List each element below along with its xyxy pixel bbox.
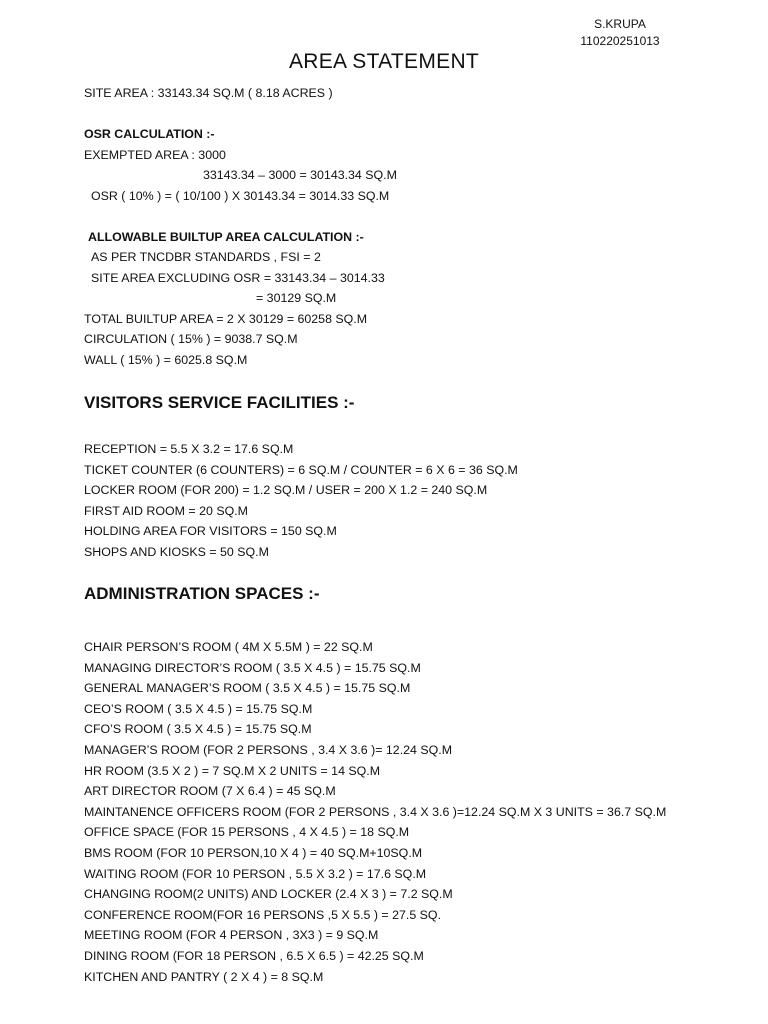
list-item: CHAIR PERSON’S ROOM ( 4M X 5.5M ) = 22 SQ.M [84, 640, 373, 654]
list-item: WAITING ROOM (FOR 10 PERSON , 5.5 X 3.2 ) = 17.6 SQ.M [84, 866, 427, 881]
list-item: LOCKER ROOM (FOR 200) = 1.2 SQ.M / USER = 200 X 1.2 = 240 SQ.M [84, 483, 488, 497]
visitors-heading: VISITORS SERVICE FACILITIES :- [84, 393, 355, 412]
list-item: MANAGER’S ROOM (FOR 2 PERSONS , 3.4 X 3.6 )= 12.24 SQ.M [84, 743, 453, 757]
osr-subtraction-line: 33143.34 – 3000 = 30143.34 SQ.M [203, 168, 397, 182]
list-item: RECEPTION = 5.5 X 3.2 = 17.6 SQ.M [84, 442, 294, 456]
list-item: BMS ROOM (FOR 10 PERSON,10 X 4 ) = 40 SQ.M+10SQ.M [84, 846, 423, 860]
list-item: CHANGING ROOM(2 UNITS) AND LOCKER (2.4 X 3 ) = 7.2 SQ.M [84, 887, 453, 902]
list-item: DINING ROOM (FOR 18 PERSON , 6.5 X 6.5 ) = 42.25 SQ.M [84, 949, 424, 963]
author-block [555, 16, 685, 50]
list-item: FIRST AID ROOM = 20 SQ.M [84, 503, 248, 518]
list-item: MANAGING DIRECTOR’S ROOM ( 3.5 X 4.5 ) = 15.75 SQ.M [84, 660, 421, 675]
list-item: CEO’S ROOM ( 3.5 X 4.5 ) = 15.75 SQ.M [84, 701, 313, 716]
author-id: 110220251013 [580, 34, 660, 48]
page-title: AREA STATEMENT [288, 50, 480, 73]
author-name: S.KRUPA [594, 17, 646, 31]
osr-value-line: OSR ( 10% ) = ( 10/100 ) X 30143.34 = 3014.33 SQ.M [91, 189, 390, 203]
builtup-site-excl-result: = 30129 SQ.M [256, 291, 337, 305]
list-item: KITCHEN AND PANTRY ( 2 X 4 ) = 8 SQ.M [84, 969, 324, 984]
list-item: CONFERENCE ROOM(FOR 16 PERSONS ,5 X 5.5 ) = 27.5 SQ. [84, 907, 442, 922]
builtup-wall-line: WALL ( 15% ) = 6025.8 SQ.M [84, 353, 248, 367]
list-item: TICKET COUNTER (6 COUNTERS) = 6 SQ.M / COUNTER = 6 X 6 = 36 SQ.M [84, 462, 518, 477]
builtup-total-line: TOTAL BUILTUP AREA = 2 X 30129 = 60258 SQ.M [84, 312, 368, 326]
list-item: MAINTANENCE OFFICERS ROOM (FOR 2 PERSONS , 3.4 X 3.6 )=12.24 SQ.M X 3 UNITS = 36.7 SQ.M [84, 804, 667, 819]
list-item: HOLDING AREA FOR VISITORS = 150 SQ.M [84, 524, 337, 538]
osr-exempted-line: EXEMPTED AREA : 3000 [84, 148, 226, 162]
list-item: HR ROOM (3.5 X 2 ) = 7 SQ.M X 2 UNITS = 14 SQ.M [84, 763, 381, 778]
admin-heading: ADMINISTRATION SPACES :- [84, 584, 320, 603]
list-item: MEETING ROOM (FOR 4 PERSON , 3X3 ) = 9 SQ.M [84, 928, 379, 943]
list-item: CFO’S ROOM ( 3.5 X 4.5 ) = 15.75 SQ.M [84, 722, 312, 737]
osr-heading: OSR CALCULATION :- [84, 127, 215, 141]
builtup-circulation-line: CIRCULATION ( 15% ) = 9038.7 SQ.M [84, 332, 298, 346]
list-item: ART DIRECTOR ROOM (7 X 6.4 ) = 45 SQ.M [84, 784, 336, 799]
list-item: SHOPS AND KIOSKS = 50 SQ.M [84, 544, 269, 559]
list-item: GENERAL MANAGER’S ROOM ( 3.5 X 4.5 ) = 15.75 SQ.M [84, 681, 411, 696]
builtup-heading: ALLOWABLE BUILTUP AREA CALCULATION :- [88, 230, 364, 244]
builtup-site-excl-line: SITE AREA EXCLUDING OSR = 33143.34 – 3014.33 [91, 271, 385, 285]
list-item: OFFICE SPACE (FOR 15 PERSONS , 4 X 4.5 ) = 18 SQ.M [84, 825, 410, 840]
builtup-fsi-line: AS PER TNCDBR STANDARDS , FSI = 2 [91, 250, 321, 264]
site-area-line: SITE AREA : 33143.34 SQ.M ( 8.18 ACRES ) [84, 86, 333, 100]
